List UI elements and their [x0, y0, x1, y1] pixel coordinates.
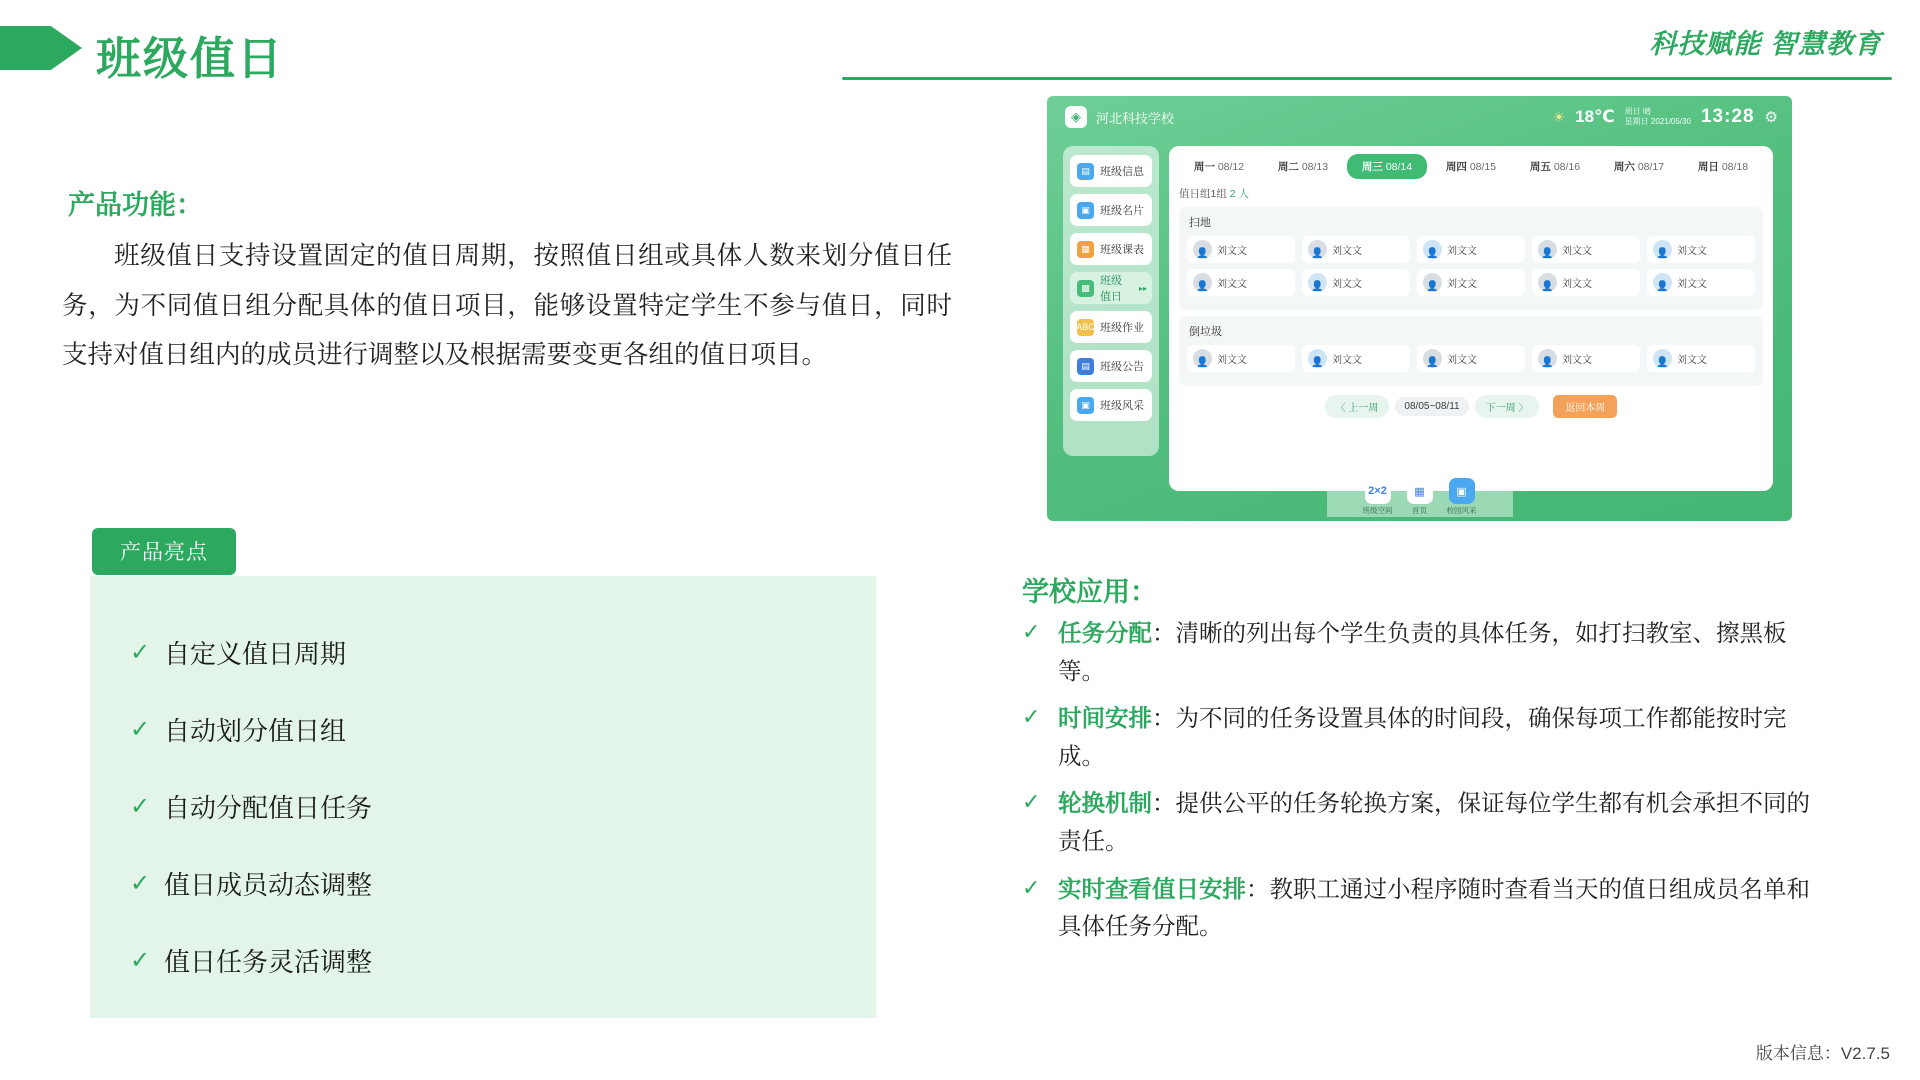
dock-label: 班级空间 — [1362, 506, 1393, 515]
student-row — [1187, 345, 1755, 372]
info-icon: ▤ — [1077, 163, 1094, 180]
device-main-panel — [1169, 146, 1773, 491]
task-card-sweep — [1179, 207, 1763, 310]
device-screenshot — [1047, 96, 1792, 521]
weekday-date: 08/13 — [1301, 161, 1329, 173]
student-name: 刘文文 — [1217, 246, 1247, 257]
student-chip[interactable] — [1187, 269, 1295, 296]
list-item — [1022, 700, 1832, 775]
check-icon: ✓ — [130, 870, 151, 897]
next-week-button[interactable]: 下一周 〉 — [1475, 395, 1540, 418]
sidebar-item-homework[interactable] — [1070, 311, 1152, 343]
duty-group-count: 2 人 — [1229, 188, 1250, 200]
device-dock — [1327, 477, 1513, 517]
avatar: 👤 — [1423, 240, 1442, 259]
tab-weekday[interactable] — [1179, 154, 1259, 179]
application-desc: ：提供公平的任务轮换方案，保证每位学生都有机会承担不同的责任。 — [1058, 790, 1810, 854]
tab-weekday[interactable] — [1599, 154, 1679, 179]
application-term: 实时查看值日安排 — [1058, 875, 1246, 902]
highlight-list — [130, 614, 850, 999]
gallery-icon: ▣ — [1077, 397, 1094, 414]
header-slogan: 科技赋能 智慧教育 — [1649, 29, 1882, 59]
chevron-right-icon: ▸▸ — [1138, 283, 1147, 293]
list-item — [130, 768, 850, 845]
application-text — [1058, 785, 1832, 860]
grid-2x2-icon: 2×2 — [1365, 478, 1391, 504]
student-name: 刘文文 — [1217, 355, 1247, 366]
dock-label: 校园风采 — [1446, 506, 1477, 515]
list-item — [1022, 871, 1832, 946]
avatar: 👤 — [1308, 273, 1327, 292]
highlight-label: 值日任务灵活调整 — [164, 947, 373, 977]
task-card-trash — [1179, 316, 1763, 386]
sidebar-item-class-info[interactable] — [1070, 155, 1152, 187]
application-text — [1058, 700, 1832, 775]
avatar: 👤 — [1193, 240, 1212, 259]
week-range-label: 08/05~08/11 — [1395, 397, 1468, 416]
avatar: 👤 — [1308, 240, 1327, 259]
list-item — [1022, 785, 1832, 860]
avatar: 👤 — [1308, 349, 1327, 368]
student-chip[interactable] — [1302, 269, 1410, 296]
list-item — [130, 691, 850, 768]
weekday-date: 08/12 — [1217, 161, 1245, 173]
application-desc: ：清晰的列出每个学生负责的具体任务，如打扫教室、擦黑板等。 — [1058, 620, 1787, 684]
weekday-name: 周二 — [1277, 161, 1299, 173]
student-chip[interactable] — [1187, 236, 1295, 263]
weekday-name: 周四 — [1445, 161, 1467, 173]
tab-weekday[interactable] — [1683, 154, 1763, 179]
student-chip[interactable] — [1417, 269, 1525, 296]
check-icon: ✓ — [130, 947, 151, 974]
avatar: 👤 — [1538, 273, 1557, 292]
application-term: 任务分配 — [1058, 620, 1152, 646]
student-chip[interactable] — [1417, 345, 1525, 372]
weekday-date: 08/14 — [1385, 161, 1413, 173]
duty-group-label: 值日组1组 — [1179, 188, 1227, 200]
week-pager — [1179, 395, 1763, 418]
student-chip[interactable] — [1532, 345, 1640, 372]
check-icon: ✓ — [130, 639, 151, 666]
function-section-title: 产品功能： — [68, 190, 203, 220]
student-chip[interactable] — [1187, 345, 1295, 372]
student-chip[interactable] — [1647, 269, 1755, 296]
application-term: 轮换机制 — [1058, 790, 1152, 817]
student-name: 刘文文 — [1677, 355, 1707, 366]
notice-icon: ▤ — [1077, 358, 1094, 375]
check-icon: ✓ — [1022, 874, 1041, 900]
version-info: 版本信息：V2.7.5 — [1755, 1044, 1890, 1063]
student-name: 刘文文 — [1332, 246, 1362, 257]
highlight-label: 值日成员动态调整 — [164, 870, 373, 900]
weekday-name: 周一 — [1193, 161, 1215, 173]
duty-group-line — [1179, 186, 1763, 201]
campus-icon: ▣ — [1449, 478, 1475, 504]
dock-item-home[interactable] — [1407, 478, 1433, 516]
sidebar-item-label: 班级公告 — [1100, 361, 1144, 373]
list-item — [130, 614, 850, 691]
weekday-tabs — [1179, 154, 1763, 179]
function-section-body: 班级值日支持设置固定的值日周期，按照值日组或具体人数来划分值日任务，为不同值日组分配具体的值日项目，能够设置特定学生不参与值日，同时支持对值日组内的成员进行调整以及根据需要变更各组的值日项目。 — [62, 242, 952, 370]
application-section-title: 学校应用： — [1022, 577, 1157, 607]
sidebar-item-label: 班级作业 — [1100, 322, 1144, 334]
weekday-name: 周五 — [1529, 161, 1551, 173]
card-icon: ▣ — [1077, 202, 1094, 219]
student-row — [1187, 236, 1755, 263]
weekday-weather: 周日 晴 — [1624, 107, 1651, 116]
duty-icon: ▩ — [1077, 280, 1094, 297]
application-desc: ：为不同的任务设置具体的时间段，确保每项工作都能按时完成。 — [1058, 705, 1787, 769]
device-sidebar — [1063, 146, 1159, 456]
calendar-icon: ▦ — [1077, 241, 1094, 258]
dock-item-class-space[interactable] — [1363, 478, 1393, 516]
application-text — [1058, 615, 1832, 690]
check-icon: ✓ — [130, 793, 151, 820]
sidebar-item-duty[interactable] — [1070, 272, 1152, 304]
student-chip[interactable] — [1647, 236, 1755, 263]
sidebar-item-timetable[interactable] — [1070, 233, 1152, 265]
tab-weekday-selected[interactable] — [1347, 154, 1427, 179]
student-chip[interactable] — [1417, 236, 1525, 263]
student-name: 刘文文 — [1677, 246, 1707, 257]
sidebar-item-label: 班级名片 — [1100, 205, 1144, 217]
header-arrow-shape — [0, 26, 82, 70]
prev-week-button[interactable]: 〈 上一周 — [1325, 395, 1390, 418]
student-row — [1187, 269, 1755, 296]
student-name: 刘文文 — [1332, 279, 1362, 290]
sun-icon: ☀ — [1552, 108, 1566, 125]
highlight-tab-label: 产品亮点 — [92, 528, 236, 575]
avatar: 👤 — [1193, 349, 1212, 368]
homework-icon: ABC — [1077, 319, 1094, 336]
list-item — [1022, 615, 1832, 690]
check-icon: ✓ — [1022, 704, 1041, 730]
weekday-date: 08/15 — [1469, 161, 1497, 173]
school-name: 河北科技学校 — [1096, 110, 1175, 126]
check-icon: ✓ — [1022, 789, 1041, 815]
tab-weekday[interactable] — [1263, 154, 1343, 179]
gear-icon[interactable]: ⚙ — [1764, 109, 1778, 126]
student-chip[interactable] — [1647, 345, 1755, 372]
date-text: 星期日 2021/05/30 — [1624, 117, 1691, 126]
student-chip[interactable] — [1302, 345, 1410, 372]
status-right-group — [1553, 106, 1778, 128]
student-chip[interactable] — [1532, 269, 1640, 296]
sidebar-item-label: 班级课表 — [1100, 244, 1144, 256]
student-name: 刘文文 — [1447, 246, 1477, 257]
highlight-label: 自动划分值日组 — [164, 716, 347, 746]
application-text — [1058, 871, 1832, 946]
student-name: 刘文文 — [1562, 279, 1592, 290]
tab-weekday[interactable] — [1431, 154, 1511, 179]
sidebar-item-label: 班级值日 — [1100, 275, 1122, 303]
application-list — [1022, 615, 1832, 956]
school-logo-icon: ◈ — [1065, 106, 1087, 128]
sidebar-item-label: 班级风采 — [1100, 400, 1144, 412]
weekday-name: 周日 — [1697, 161, 1719, 173]
avatar: 👤 — [1538, 240, 1557, 259]
check-icon: ✓ — [130, 716, 151, 743]
application-desc: ：教职工通过小程序随时查看当天的值日组成员名单和具体任务分配。 — [1058, 875, 1810, 940]
page-title: 班级值日 — [96, 33, 285, 84]
student-name: 刘文文 — [1447, 355, 1477, 366]
avatar: 👤 — [1193, 273, 1212, 292]
avatar: 👤 — [1423, 349, 1442, 368]
header-divider — [842, 77, 1892, 80]
list-item — [130, 922, 850, 999]
student-name: 刘文文 — [1562, 246, 1592, 257]
avatar: 👤 — [1653, 240, 1672, 259]
date-block — [1625, 107, 1691, 127]
sidebar-item-class-card[interactable] — [1070, 194, 1152, 226]
device-status-bar — [1047, 96, 1792, 138]
tab-weekday[interactable] — [1515, 154, 1595, 179]
temperature: 18℃ — [1575, 107, 1615, 126]
dock-item-campus[interactable] — [1447, 478, 1477, 516]
weekday-name: 周六 — [1613, 161, 1635, 173]
student-name: 刘文文 — [1332, 355, 1362, 366]
student-chip[interactable] — [1302, 236, 1410, 263]
student-chip[interactable] — [1532, 236, 1640, 263]
student-name: 刘文文 — [1562, 355, 1592, 366]
student-name: 刘文文 — [1217, 279, 1247, 290]
avatar: 👤 — [1653, 273, 1672, 292]
check-icon: ✓ — [1022, 619, 1041, 644]
home-grid-icon: ▦ — [1407, 478, 1433, 504]
weekday-date: 08/18 — [1721, 161, 1749, 173]
avatar: 👤 — [1538, 349, 1557, 368]
sidebar-item-notice[interactable] — [1070, 350, 1152, 382]
dock-label: 首页 — [1412, 506, 1427, 515]
avatar: 👤 — [1423, 273, 1442, 292]
avatar: 👤 — [1653, 349, 1672, 368]
weekday-date: 08/17 — [1637, 161, 1665, 173]
application-term: 时间安排 — [1058, 705, 1152, 732]
sidebar-item-label: 班级信息 — [1100, 166, 1144, 178]
weekday-name: 周三 — [1361, 161, 1383, 173]
sidebar-item-gallery[interactable] — [1070, 389, 1152, 421]
task-title: 扫地 — [1189, 217, 1211, 229]
task-title: 倒垃圾 — [1189, 326, 1222, 338]
list-item — [130, 845, 850, 922]
student-name: 刘文文 — [1677, 279, 1707, 290]
back-to-current-week-button[interactable]: 返回本周 — [1553, 395, 1617, 418]
weekday-date: 08/16 — [1553, 161, 1581, 173]
highlight-label: 自动分配值日任务 — [164, 793, 373, 823]
student-name: 刘文文 — [1447, 279, 1477, 290]
highlight-label: 自定义值日周期 — [164, 639, 347, 669]
clock: 13:28 — [1700, 106, 1755, 127]
